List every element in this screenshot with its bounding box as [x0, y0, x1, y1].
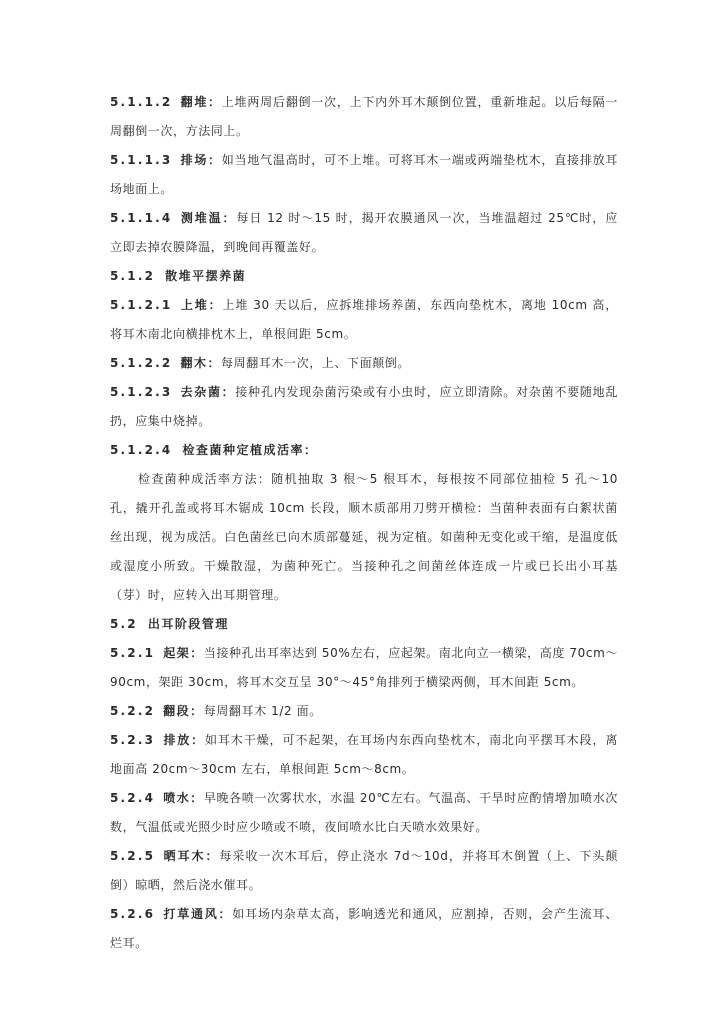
clause-keyword: 上堆： — [180, 298, 223, 312]
clause-5-2-5 — [110, 842, 618, 900]
clause-keyword: 翻段： — [163, 704, 204, 718]
clause-5-2-4 — [110, 784, 618, 842]
clause-text: 早晚各喷一次雾状水，水温 20℃左右。气温高、干旱时应酌情增加喷水次数，气温低或光照少时应少喷或不喷，夜间喷水比白天喷水效果好。 — [110, 791, 618, 834]
clause-5-2-3 — [110, 726, 618, 784]
section-title: 出耳阶段管理 — [147, 617, 229, 631]
clause-number: 5.1.1.4 — [110, 211, 173, 225]
clause-number: 5.2.1 — [110, 646, 156, 660]
clause-5-2-6 — [110, 900, 618, 958]
clause-number: 5.1.1.2 — [110, 95, 173, 109]
clause-number: 5.2.5 — [110, 849, 156, 863]
paragraph-survival-check — [110, 465, 618, 610]
clause-keyword: 打草通风： — [163, 907, 233, 921]
section-heading-5-2 — [110, 610, 618, 639]
clause-keyword: 晒耳木： — [163, 849, 220, 863]
clause-5-2-2 — [110, 697, 618, 726]
paragraph-text: 检查菌种成活率方法：随机抽取 3 根～5 根耳木，每根按不同部位抽检 5 孔～10 孔，撬开孔盖或将耳木锯成 10cm 长段，顺木质部用刀劈开横检：当菌种表面有白絮状菌丝出现，视为成活。白色菌丝已向木质部蔓延，视为定植。如菌种无变化或干缩，是温度低或湿度小所致。干燥散湿，为菌种死亡。当接种孔之间菌丝体连成一片或已长出小耳基（芽）时，应转入出耳期管理。 — [110, 472, 618, 602]
clause-keyword: 翻堆： — [180, 95, 222, 109]
clause-number: 5.2.2 — [110, 704, 156, 718]
clause-5-1-2-2 — [110, 349, 618, 378]
clause-text: 上堆两周后翻倒一次，上下内外耳木颠倒位置，重新堆起。以后每隔一周翻倒一次，方法同上。 — [110, 95, 618, 138]
section-title: 检查菌种定植成活率： — [182, 443, 318, 457]
clause-5-1-2-3 — [110, 378, 618, 436]
clause-number: 5.1.2.1 — [110, 298, 173, 312]
clause-keyword: 排场： — [180, 153, 222, 167]
section-heading-5-1-2 — [110, 262, 618, 291]
clause-text: 每日 12 时～15 时，揭开农膜通风一次，当堆温超过 25℃时，应立即去掉农膜降温，到晚间再覆盖好。 — [110, 211, 618, 254]
clause-text: 上堆 30 天以后，应拆堆排场养菌，东西向垫枕木，离地 10cm 高，将耳木南北向横排枕木上，单根间距 5cm。 — [110, 298, 618, 341]
section-number: 5.2 — [110, 617, 138, 631]
clause-number: 5.2.4 — [110, 791, 156, 805]
clause-5-1-1-4 — [110, 204, 618, 262]
clause-number: 5.1.2.2 — [110, 356, 173, 370]
clause-keyword: 翻木： — [180, 356, 221, 370]
clause-5-1-1-3 — [110, 146, 618, 204]
clause-text: 当接种孔出耳率达到 50%左右，应起架。南北向立一横梁，高度 70cm～90cm，架距 30cm，将耳木交互呈 30°～45°角排列于横梁两侧，耳木间距 5cm。 — [110, 646, 618, 689]
clause-text: 每周翻耳木一次，上、下面颠倒。 — [221, 356, 411, 370]
clause-number: 5.1.1.3 — [110, 153, 173, 167]
section-title: 散堆平摆养菌 — [165, 269, 247, 283]
clause-number: 5.2.3 — [110, 733, 156, 747]
clause-text: 每采收一次木耳后，停止浇水 7d～10d，并将耳木倒置（上、下头颠倒）晾晒，然后浇水催耳。 — [110, 849, 618, 892]
clause-keyword: 排放： — [163, 733, 205, 747]
clause-keyword: 起架： — [163, 646, 204, 660]
section-number: 5.1.2.4 — [110, 443, 173, 457]
clause-text: 如耳木干燥，可不起架，在耳场内东西向垫枕木，南北向平摆耳木段，离地面高 20cm～30cm 左右，单根间距 5cm～8cm。 — [110, 733, 618, 776]
clause-keyword: 测堆温： — [180, 211, 237, 225]
clause-text: 如当地气温高时，可不上堆。可将耳木一端或两端垫枕木，直接排放耳场地面上。 — [110, 153, 618, 196]
clause-text: 如耳场内杂草太高，影响透光和通风，应割掉，否则，会产生流耳、烂耳。 — [110, 907, 618, 950]
clause-keyword: 去杂菌： — [180, 385, 236, 399]
clause-text: 每周翻耳木 1/2 面。 — [203, 704, 322, 718]
clause-5-2-1 — [110, 639, 618, 697]
clause-text: 接种孔内发现杂菌污染或有小虫时，应立即清除。对杂菌不要随地乱扔，应集中烧掉。 — [110, 385, 618, 428]
section-heading-5-1-2-4 — [110, 436, 618, 465]
clause-5-1-2-1 — [110, 291, 618, 349]
document-body — [110, 88, 618, 958]
section-number: 5.1.2 — [110, 269, 156, 283]
clause-number: 5.1.2.3 — [110, 385, 173, 399]
clause-keyword: 喷水： — [163, 791, 204, 805]
clause-5-1-1-2 — [110, 88, 618, 146]
clause-number: 5.2.6 — [110, 907, 156, 921]
